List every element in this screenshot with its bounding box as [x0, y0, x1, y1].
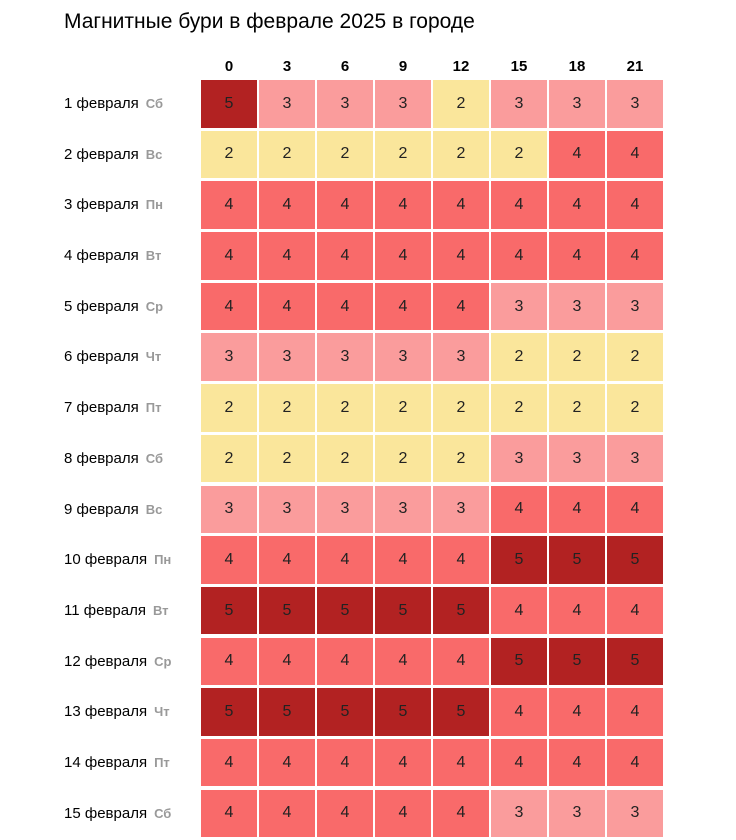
heatmap-cell: 3	[607, 80, 663, 128]
heatmap-cell: 4	[433, 739, 489, 787]
weekday-label: Ср	[154, 653, 172, 669]
heatmap-cell: 4	[259, 638, 315, 686]
heatmap-cell: 5	[607, 638, 663, 686]
heatmap-cell: 2	[433, 384, 489, 432]
heatmap-cell: 2	[607, 384, 663, 432]
heatmap-cell: 5	[259, 688, 315, 736]
heatmap-cell: 5	[433, 587, 489, 635]
heatmap-cell: 4	[375, 638, 431, 686]
heatmap-cell: 2	[433, 435, 489, 483]
heatmap-cell: 5	[317, 587, 373, 635]
heatmap-cell: 4	[317, 283, 373, 331]
heatmap-cell: 4	[433, 181, 489, 229]
heatmap-cell: 4	[317, 638, 373, 686]
row-label	[64, 232, 199, 280]
date-label: 14 февраля	[64, 753, 148, 771]
heatmap-cell: 4	[201, 638, 257, 686]
heatmap-rows	[64, 80, 736, 837]
heatmap-cell: 3	[491, 435, 547, 483]
heatmap-cell: 3	[491, 283, 547, 331]
heatmap-cell: 2	[259, 384, 315, 432]
weekday-label: Вс	[145, 146, 163, 162]
heatmap-cell: 4	[317, 536, 373, 584]
heatmap-cell: 2	[549, 333, 605, 381]
heatmap-cell: 5	[549, 638, 605, 686]
heatmap-cell: 4	[433, 790, 489, 838]
heatmap-cell: 4	[433, 638, 489, 686]
heatmap-cell: 3	[259, 333, 315, 381]
row-label	[64, 333, 199, 381]
heatmap-cell: 5	[375, 688, 431, 736]
date-label: 15 февраля	[64, 804, 148, 822]
heatmap-cell: 2	[317, 435, 373, 483]
heatmap-cell: 2	[201, 435, 257, 483]
heatmap-cell: 4	[201, 181, 257, 229]
heatmap-cell: 4	[549, 739, 605, 787]
heatmap-cell: 3	[549, 80, 605, 128]
heatmap-cell: 4	[549, 131, 605, 179]
heatmap-cell: 2	[259, 435, 315, 483]
heatmap-cell: 4	[549, 181, 605, 229]
heatmap-cell: 3	[317, 333, 373, 381]
heatmap-cell: 4	[259, 181, 315, 229]
heatmap-cell: 4	[375, 232, 431, 280]
heatmap-cell: 4	[317, 739, 373, 787]
heatmap-cell: 3	[375, 486, 431, 534]
heatmap-cell: 3	[549, 283, 605, 331]
hour-header: 6	[340, 58, 350, 75]
heatmap-cell: 4	[201, 536, 257, 584]
heatmap-cell: 5	[375, 587, 431, 635]
heatmap-cell: 4	[201, 739, 257, 787]
heatmap-cell: 5	[317, 688, 373, 736]
heatmap-cell: 4	[549, 587, 605, 635]
heatmap-cell: 2	[317, 384, 373, 432]
heatmap-cell: 4	[433, 283, 489, 331]
weekday-label: Пт	[145, 400, 162, 416]
weekday-label: Пн	[145, 197, 163, 213]
heatmap-cell: 4	[607, 688, 663, 736]
heatmap-cell: 3	[491, 80, 547, 128]
weekday-label: Вт	[152, 602, 169, 618]
table-row	[64, 232, 736, 280]
row-label	[64, 486, 199, 534]
hour-header-row	[64, 49, 736, 77]
table-row	[64, 80, 736, 128]
date-label: 8 февраля	[64, 449, 139, 467]
heatmap-cell: 4	[607, 587, 663, 635]
heatmap-cell: 4	[375, 739, 431, 787]
weekday-label: Пт	[154, 754, 170, 770]
row-label	[64, 131, 199, 179]
heatmap-cell: 4	[607, 232, 663, 280]
heatmap-cell: 3	[259, 486, 315, 534]
table-row	[64, 739, 736, 787]
table-row	[64, 131, 736, 179]
heatmap-cell: 3	[375, 80, 431, 128]
heatmap-cell: 3	[317, 486, 373, 534]
heatmap-cell: 4	[433, 232, 489, 280]
heatmap-cell: 3	[491, 790, 547, 838]
date-label: 4 февраля	[64, 247, 139, 265]
heatmap-cell: 3	[433, 333, 489, 381]
heatmap-cell: 4	[607, 486, 663, 534]
hour-header: 0	[224, 58, 234, 75]
table-row	[64, 435, 736, 483]
heatmap-cell: 4	[201, 283, 257, 331]
date-label: 7 февраля	[64, 399, 139, 417]
heatmap-cell: 5	[201, 80, 257, 128]
weekday-label: Ср	[145, 298, 164, 314]
heatmap-cell: 4	[549, 688, 605, 736]
heatmap-cell: 4	[375, 181, 431, 229]
date-label: 10 февраля	[64, 551, 148, 569]
heatmap-cell: 2	[375, 384, 431, 432]
date-label: 11 февраля	[64, 601, 146, 619]
weekday-label: Сб	[145, 450, 163, 466]
hour-header: 3	[282, 58, 292, 75]
row-label	[64, 790, 199, 838]
hour-header: 18	[568, 58, 586, 75]
row-label	[64, 181, 199, 229]
heatmap-cell: 4	[259, 790, 315, 838]
hour-header: 21	[626, 58, 644, 75]
weekday-label: Чт	[154, 704, 170, 720]
date-label: 2 февраля	[64, 145, 139, 163]
heatmap-cell: 4	[259, 739, 315, 787]
heatmap-cell: 3	[607, 283, 663, 331]
heatmap-cell: 2	[433, 131, 489, 179]
table-row	[64, 181, 736, 229]
heatmap-cell: 2	[201, 384, 257, 432]
heatmap-cell: 3	[375, 333, 431, 381]
row-label	[64, 688, 199, 736]
heatmap-cell: 2	[317, 131, 373, 179]
table-row	[64, 587, 736, 635]
heatmap-cell: 4	[317, 181, 373, 229]
heatmap-cell: 4	[491, 486, 547, 534]
heatmap-cell: 5	[201, 688, 257, 736]
heatmap-cell: 4	[259, 536, 315, 584]
row-label	[64, 283, 199, 331]
heatmap-cell: 2	[201, 131, 257, 179]
heatmap-cell: 2	[375, 435, 431, 483]
heatmap-cell: 4	[317, 232, 373, 280]
weekday-label: Вс	[145, 501, 163, 517]
heatmap-cell: 2	[607, 333, 663, 381]
heatmap-cell: 5	[491, 536, 547, 584]
heatmap-cell: 5	[607, 536, 663, 584]
table-row	[64, 486, 736, 534]
heatmap-cell: 5	[259, 587, 315, 635]
heatmap-cell: 4	[607, 181, 663, 229]
heatmap-cell: 4	[607, 131, 663, 179]
row-label	[64, 536, 199, 584]
heatmap-cell: 2	[433, 80, 489, 128]
table-row	[64, 536, 736, 584]
date-label: 3 февраля	[64, 196, 139, 214]
heatmap-cell: 5	[491, 638, 547, 686]
hour-header: 12	[452, 58, 470, 75]
heatmap-cell: 4	[201, 232, 257, 280]
heatmap-cell: 3	[433, 486, 489, 534]
date-label: 5 февраля	[64, 297, 139, 315]
heatmap-cell: 4	[201, 790, 257, 838]
heatmap-cell: 4	[491, 587, 547, 635]
heatmap-cell: 4	[433, 536, 489, 584]
table-row	[64, 790, 736, 838]
table-row	[64, 384, 736, 432]
heatmap-cell: 3	[201, 333, 257, 381]
heatmap-cell: 5	[549, 536, 605, 584]
weekday-label: Сб	[154, 805, 172, 821]
heatmap-cell: 3	[259, 80, 315, 128]
table-row	[64, 688, 736, 736]
heatmap-cell: 2	[491, 131, 547, 179]
row-label	[64, 435, 199, 483]
heatmap-cell: 4	[259, 232, 315, 280]
heatmap-cell: 3	[201, 486, 257, 534]
heatmap-cell: 4	[491, 688, 547, 736]
row-label	[64, 638, 199, 686]
weekday-label: Вт	[145, 248, 162, 264]
heatmap-cell: 4	[549, 486, 605, 534]
table-row	[64, 283, 736, 331]
heatmap-cell: 5	[433, 688, 489, 736]
row-label	[64, 80, 199, 128]
heatmap-cell: 5	[201, 587, 257, 635]
heatmap-cell: 4	[375, 536, 431, 584]
table-row	[64, 333, 736, 381]
heatmap-cell: 4	[491, 181, 547, 229]
heatmap-cell: 4	[607, 739, 663, 787]
date-label: 13 февраля	[64, 703, 148, 721]
weekday-label: Сб	[145, 96, 163, 111]
row-label	[64, 587, 199, 635]
heatmap-cell: 4	[375, 283, 431, 331]
heatmap-cell: 3	[549, 435, 605, 483]
heatmap-cell: 4	[491, 739, 547, 787]
heatmap-cell: 3	[317, 80, 373, 128]
storm-heatmap	[64, 49, 736, 837]
row-label	[64, 384, 199, 432]
date-label: 9 февраля	[64, 500, 139, 518]
heatmap-cell: 4	[317, 790, 373, 838]
heatmap-cell: 3	[549, 790, 605, 838]
date-label: 1 февраля	[64, 95, 139, 112]
hour-header: 15	[510, 58, 528, 75]
hour-header: 9	[398, 58, 408, 75]
heatmap-cell: 2	[491, 384, 547, 432]
weekday-label: Чт	[145, 349, 162, 365]
date-label: 12 февраля	[64, 652, 148, 670]
heatmap-cell: 3	[607, 435, 663, 483]
heatmap-cell: 2	[259, 131, 315, 179]
heatmap-cell: 4	[259, 283, 315, 331]
heatmap-cell: 2	[491, 333, 547, 381]
heatmap-cell: 2	[375, 131, 431, 179]
heatmap-cell: 4	[375, 790, 431, 838]
page-title: Магнитные бури в феврале 2025 в городе	[64, 10, 475, 33]
heatmap-cell: 4	[549, 232, 605, 280]
table-row	[64, 638, 736, 686]
heatmap-cell: 4	[491, 232, 547, 280]
date-label: 6 февраля	[64, 348, 139, 366]
weekday-label: Пн	[154, 552, 172, 568]
row-label	[64, 739, 199, 787]
heatmap-cell: 3	[607, 790, 663, 838]
heatmap-cell: 2	[549, 384, 605, 432]
